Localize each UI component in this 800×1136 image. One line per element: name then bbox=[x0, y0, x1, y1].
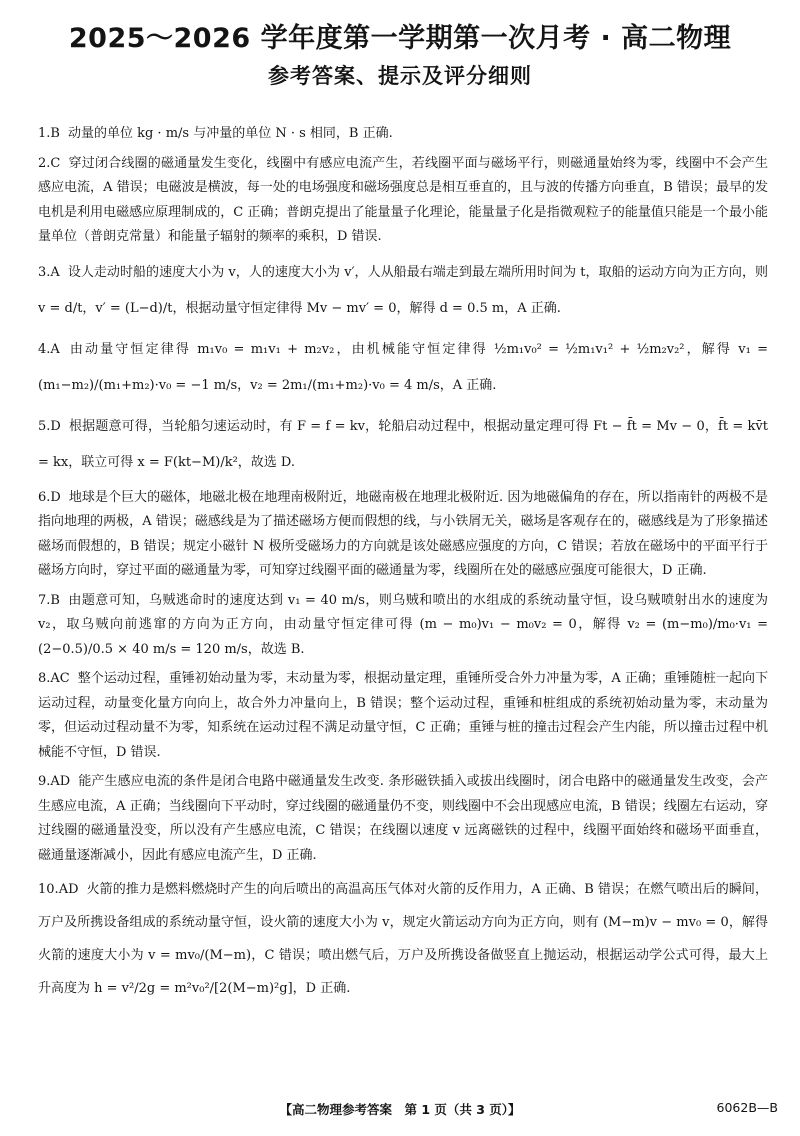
footer-exam-code: 6062B—B bbox=[716, 1100, 778, 1115]
answer-explanation: 整个运动过程，重锤初始动量为零，末动量为零，根据动量定理，重锤所受合外力冲量为零，A 正确；重锤随桩一起向下运动过程，动量变化量方向向上，故合外力冲量向上，B 错误；整个运动过程，重锤和桩组成的系统初始动量为零，末动量为零，但运动过程动量不为零，知系统在运动过程不满足动量守恒，C 正确；重锤与桩的撞击过程会产生内能，所以撞击过程中机械能不守恒，D 错误. bbox=[38, 671, 768, 760]
answer-item-5 bbox=[38, 409, 768, 481]
page-title: 2025～2026 学年度第一学期第一次月考 · 高二物理 bbox=[68, 23, 732, 54]
answer-item-7 bbox=[38, 589, 768, 663]
answer-key: A bbox=[50, 341, 60, 357]
answer-key: C bbox=[50, 155, 61, 171]
answer-item-9 bbox=[38, 770, 768, 868]
answer-explanation: 地球是个巨大的磁体，地磁北极在地理南极附近，地磁南极在地理北极附近. 因为地磁偏角的存在，所以指南针的两极不是指向地理的两极，A 错误；磁感线是为了描述磁场方便而假想的线，与小铁屑无关，磁场是客观存在的，磁感线是为了形象描述磁场而假想的，B 错误；规定小磁针 N 极所受磁场力的方向就是该处磁感应强度的方向，C 错误；若放在磁场中的平面平行于磁场方向时，穿过平面的磁通量为零，可知穿过线圈平面的磁通量为零，线圈所在处的磁感应强度可能很大，D 正确. bbox=[38, 489, 768, 578]
answer-item-3 bbox=[38, 255, 768, 327]
answer-number: 1. bbox=[38, 126, 51, 141]
answer-key: AD bbox=[58, 882, 79, 897]
answer-key: B bbox=[50, 592, 60, 608]
answer-number: 5. bbox=[38, 418, 51, 434]
answer-number: 10. bbox=[38, 882, 59, 897]
answer-key: AD bbox=[50, 774, 71, 789]
answer-explanation: 根据题意可得，当轮船匀速运动时，有 F = f = kv，轮船启动过程中，根据动量定理可得 Ft − f̄t = Mv − 0，f̄t = kv̄t = kx，联立可得 x = F(kt−M)/k²，故选 D. bbox=[38, 418, 768, 470]
answer-item-4 bbox=[38, 332, 768, 404]
answer-list bbox=[38, 122, 768, 1010]
answer-number: 4. bbox=[38, 341, 51, 357]
answer-key: D bbox=[50, 418, 61, 434]
footer-page-label: 【高二物理参考答案 第 1 页（共 3 页）】 bbox=[279, 1102, 521, 1117]
answer-explanation: 由题意可知，乌贼逃命时的速度达到 v₁ = 40 m/s，则乌贼和喷出的水组成的系统动量守恒，设乌贼喷射出水的速度为 v₂，取乌贼向前逃窜的方向为正方向，由动量守恒定律可得 (m − m₀)v₁ − m₀v₂ = 0，解得 v₂ = (m−m₀)/m₀·v₁ = (2−0.5)/0.5 × 40 m/s = 120 m/s，故选 B. bbox=[38, 592, 768, 657]
answer-explanation: 能产生感应电流的条件是闭合电路中磁通量发生改变. 条形磁铁插入或拔出线圈时，闭合电路中的磁通量发生改变，会产生感应电流，A 正确；当线圈向下平动时，穿过线圈的磁通量仍不变，则线圈中不会出现感应电流，B 错误；线圈左右运动，穿过线圈的磁通量没变，所以没有产生感应电流，C 错误；在线圈以速度 v 远离磁铁的过程中，线圈平面始终和磁场平面垂直，磁通量逐渐减小，因此有感应电流产生，D 正确. bbox=[38, 774, 768, 863]
answer-item-1 bbox=[38, 122, 768, 147]
page-subtitle: 参考答案、提示及评分细则 bbox=[268, 64, 532, 88]
answer-explanation: 动量的单位 kg · m/s 与冲量的单位 N · s 相同，B 正确. bbox=[67, 126, 393, 141]
answer-explanation: 设人走动时船的速度大小为 v，人的速度大小为 v′，人从船最右端走到最左端所用时间为 t，取船的运动方向为正方向，则 v = d/t，v′ = (L−d)/t，根据动量守恒定律得 Mv − mv′ = 0，解得 d = 0.5 m，A 正确. bbox=[38, 264, 768, 316]
answer-key: AC bbox=[50, 671, 70, 686]
answer-item-8 bbox=[38, 667, 768, 765]
answer-number: 9. bbox=[38, 774, 51, 789]
answer-number: 6. bbox=[38, 489, 51, 505]
answer-item-2 bbox=[38, 152, 768, 250]
answer-key: B bbox=[50, 126, 60, 141]
answer-item-10 bbox=[38, 873, 768, 1005]
answer-explanation: 由动量守恒定律得 m₁v₀ = m₁v₁ + m₂v₂，由机械能守恒定律得 ½m₁v₀² = ½m₁v₁² + ½m₂v₂²，解得 v₁ = (m₁−m₂)/(m₁+m₂)·v₀ = −1 m/s，v₂ = 2m₁/(m₁+m₂)·v₀ = 4 m/s，A 正确. bbox=[38, 341, 768, 393]
page-footer bbox=[0, 1100, 800, 1124]
answer-key: A bbox=[50, 264, 60, 280]
answer-number: 8. bbox=[38, 671, 51, 686]
answer-number: 7. bbox=[38, 592, 51, 608]
answer-explanation: 火箭的推力是燃料燃烧时产生的向后喷出的高温高压气体对火箭的反作用力，A 正确、B 错误；在燃气喷出后的瞬间，万户及所携设备组成的系统动量守恒，设火箭的速度大小为 v，规定火箭运动方向为正方向，则有 (M−m)v − mv₀ = 0，解得火箭的速度大小为 v = mv₀/(M−m)，C 错误；喷出燃气后，万户及所携设备做竖直上抛运动，根据运动学公式可得，最大上升高度为 h = v²/2g = m²v₀²/[2(M−m)²g]，D 正确. bbox=[38, 882, 768, 996]
answer-item-6 bbox=[38, 486, 768, 584]
answer-explanation: 穿过闭合线圈的磁通量发生变化，线圈中有感应电流产生，若线圈平面与磁场平行，则磁通量始终为零，线圈中不会产生感应电流，A 错误；电磁波是横波，每一处的电场强度和磁场强度总是相互垂直的，且与波的传播方向垂直，B 错误；最早的发电机是利用电磁感应原理制成的，C 正确；普朗克提出了能量量子化理论，能量量子化是指微观粒子的能量值只能是一个最小能量单位（普朗克常量）和能量子辐射的频率的乘积，D 错误. bbox=[38, 155, 768, 244]
answer-number: 2. bbox=[38, 155, 51, 171]
answer-number: 3. bbox=[38, 264, 51, 280]
answer-key: D bbox=[50, 489, 61, 505]
